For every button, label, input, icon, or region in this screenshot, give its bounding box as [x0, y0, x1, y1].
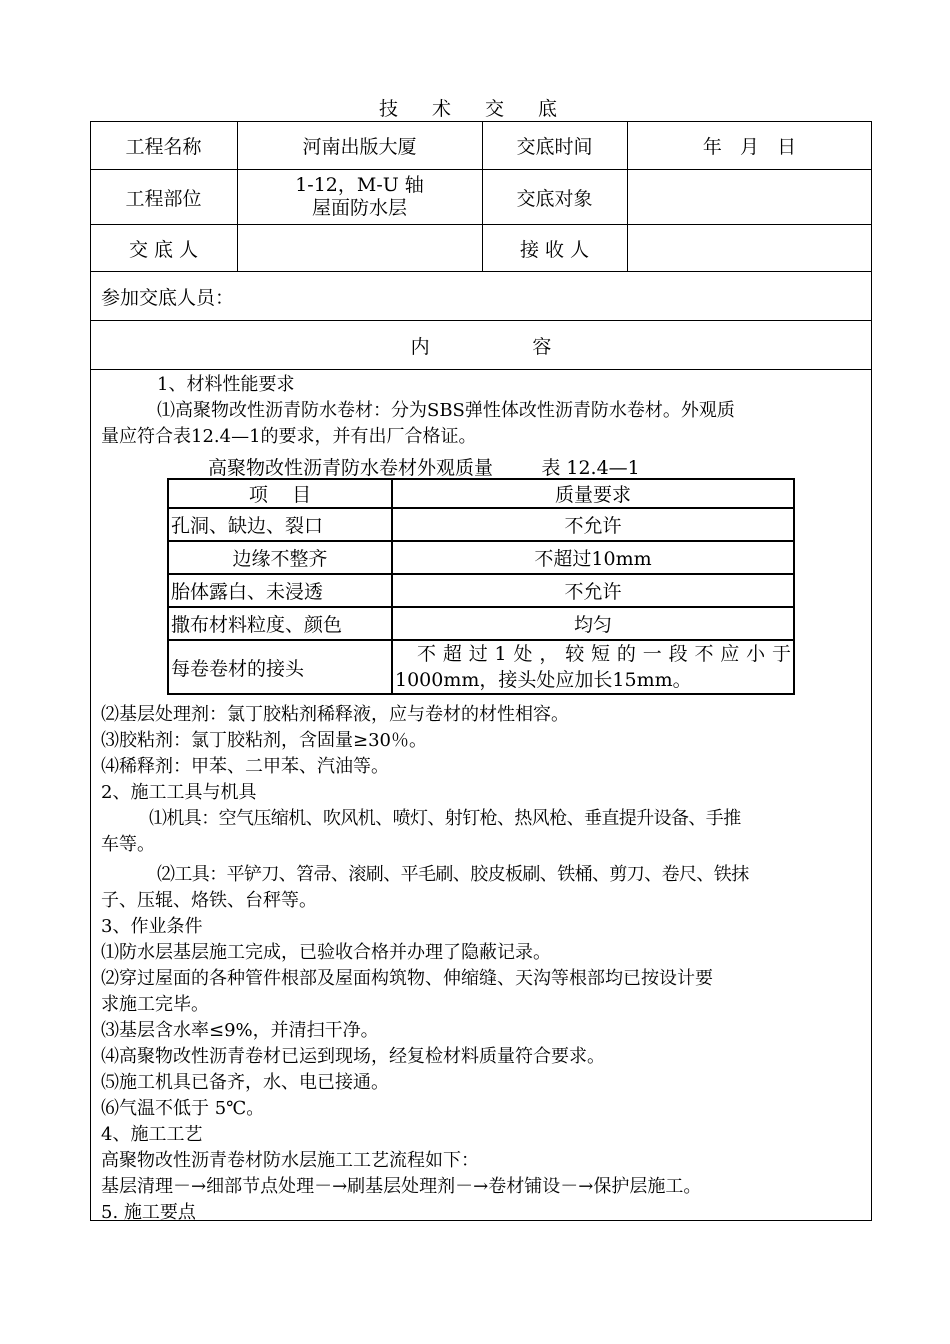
s4-p1: 高聚物改性沥青卷材防水层施工工艺流程如下：: [101, 1150, 479, 1171]
table-row: [168, 640, 794, 694]
receiver-label: 接 收 人: [519, 238, 590, 261]
table-cell-req: [392, 640, 794, 694]
project-part-value: [237, 170, 482, 224]
s3-p3: ⑶基层含水率≤9%，并清扫干净。: [101, 1020, 379, 1041]
table-cell-req: 不允许: [392, 508, 794, 541]
discloser-value: [237, 225, 482, 271]
project-name-label: 工程名称: [125, 135, 202, 158]
table-caption: 高聚物改性沥青防水卷材外观质量 表 12.4—1: [208, 457, 640, 479]
s4-title: 4、施工工艺: [101, 1124, 203, 1145]
s3-p2-line2: 求施工完毕。: [101, 994, 209, 1015]
sections-2-5-text: [101, 702, 863, 1226]
table-header-req: 质量要求: [392, 479, 794, 508]
table-cell-item: 每卷卷材的接头: [168, 640, 392, 694]
participants-label: 参加交底人员：: [101, 286, 235, 309]
table-cell-req: 均匀: [392, 607, 794, 640]
table-row: [168, 607, 794, 640]
disclosure-time-label: 交底时间: [516, 135, 593, 158]
s1-p1-line1: ⑴高聚物改性沥青防水卷材：分为SBS弹性体改性沥青防水卷材。外观质: [157, 400, 735, 421]
table-header-row: [168, 479, 794, 508]
table-cell-item: 撒布材料粒度、颜色: [168, 607, 392, 640]
quality-table: [167, 478, 795, 695]
table-cell-item: 边缘不整齐: [168, 541, 392, 574]
s2-title: 2、施工工具与机具: [101, 782, 257, 803]
s4-p2: 基层清理－→细部节点处理－→刷基层处理剂－→卷材铺设－→保护层施工。: [101, 1176, 702, 1197]
table-cell-item: 孔洞、缺边、裂口: [168, 508, 392, 541]
section-1-text: [101, 372, 863, 450]
s3-p2-line1: ⑵穿过屋面的各种管件根部及屋面构筑物、伸缩缝、天沟等根部均已按设计要: [101, 968, 713, 989]
s1-p1-line2: 量应符合表12.4—1的要求，并有出厂合格证。: [101, 426, 477, 447]
s3-title: 3、作业条件: [101, 916, 203, 937]
s1-p2: ⑵基层处理剂：氯丁胶粘剂稀释液，应与卷材的材性相容。: [101, 704, 569, 725]
receiver-value: [627, 225, 872, 271]
s1-p4: ⑷稀释剂：甲苯、二甲苯、汽油等。: [101, 756, 389, 777]
s1-title: 1、材料性能要求: [157, 374, 295, 395]
content-label: 内 容: [410, 335, 552, 358]
s2-p1-line2: 车等。: [101, 834, 155, 855]
table-cell-req: 不允许: [392, 574, 794, 607]
s3-p5: ⑸施工机具已备齐，水、电已接通。: [101, 1072, 389, 1093]
disclosure-target-label: 交底对象: [516, 187, 593, 210]
project-part-label: 工程部位: [125, 187, 202, 210]
s2-p1-line1: ⑴机具：空气压缩机、吹风机、喷灯、射钉枪、热风枪、垂直提升设备、手推: [149, 808, 741, 829]
s2-p2-line2: 子、压辊、烙铁、台秤等。: [101, 890, 317, 911]
project-name-value: 河南出版大厦: [302, 135, 417, 158]
s1-p3: ⑶胶粘剂：氯丁胶粘剂，含固量≥30％。: [101, 730, 427, 751]
table-row: [168, 508, 794, 541]
table-row: [168, 541, 794, 574]
s2-p2-line1: ⑵工具：平铲刀、笤帚、滚刷、平毛刷、胶皮板刷、铁桶、剪刀、卷尺、铁抹: [157, 864, 749, 885]
s3-p1: ⑴防水层基层施工完成，已验收合格并办理了隐蔽记录。: [101, 942, 551, 963]
discloser-label: 交 底 人: [128, 238, 199, 261]
table-cell-req: 不超过10mm: [392, 541, 794, 574]
s5-title: 5. 施工要点: [101, 1202, 196, 1223]
disclosure-target-value: [627, 170, 872, 224]
disclosure-time-value: 年 月 日: [702, 135, 797, 158]
s3-p4: ⑷高聚物改性沥青卷材已运到现场，经复检材料质量符合要求。: [101, 1046, 605, 1067]
table-row: [168, 574, 794, 607]
document-title: 技 术 交 底: [378, 98, 572, 120]
project-part-line2: 屋面防水层: [311, 197, 407, 219]
project-part-line1: 1-12，M-U 轴: [295, 174, 424, 196]
s3-p6: ⑹气温不低于 5℃。: [101, 1098, 265, 1119]
table-cell-req-line2: 1000mm，接头处应加长15mm。: [395, 669, 692, 691]
table-header-item: 项 目: [168, 479, 392, 508]
table-cell-item: 胎体露白、未浸透: [168, 574, 392, 607]
table-cell-req-line1: 不超过1处，较短的一段不应小于: [417, 643, 791, 665]
